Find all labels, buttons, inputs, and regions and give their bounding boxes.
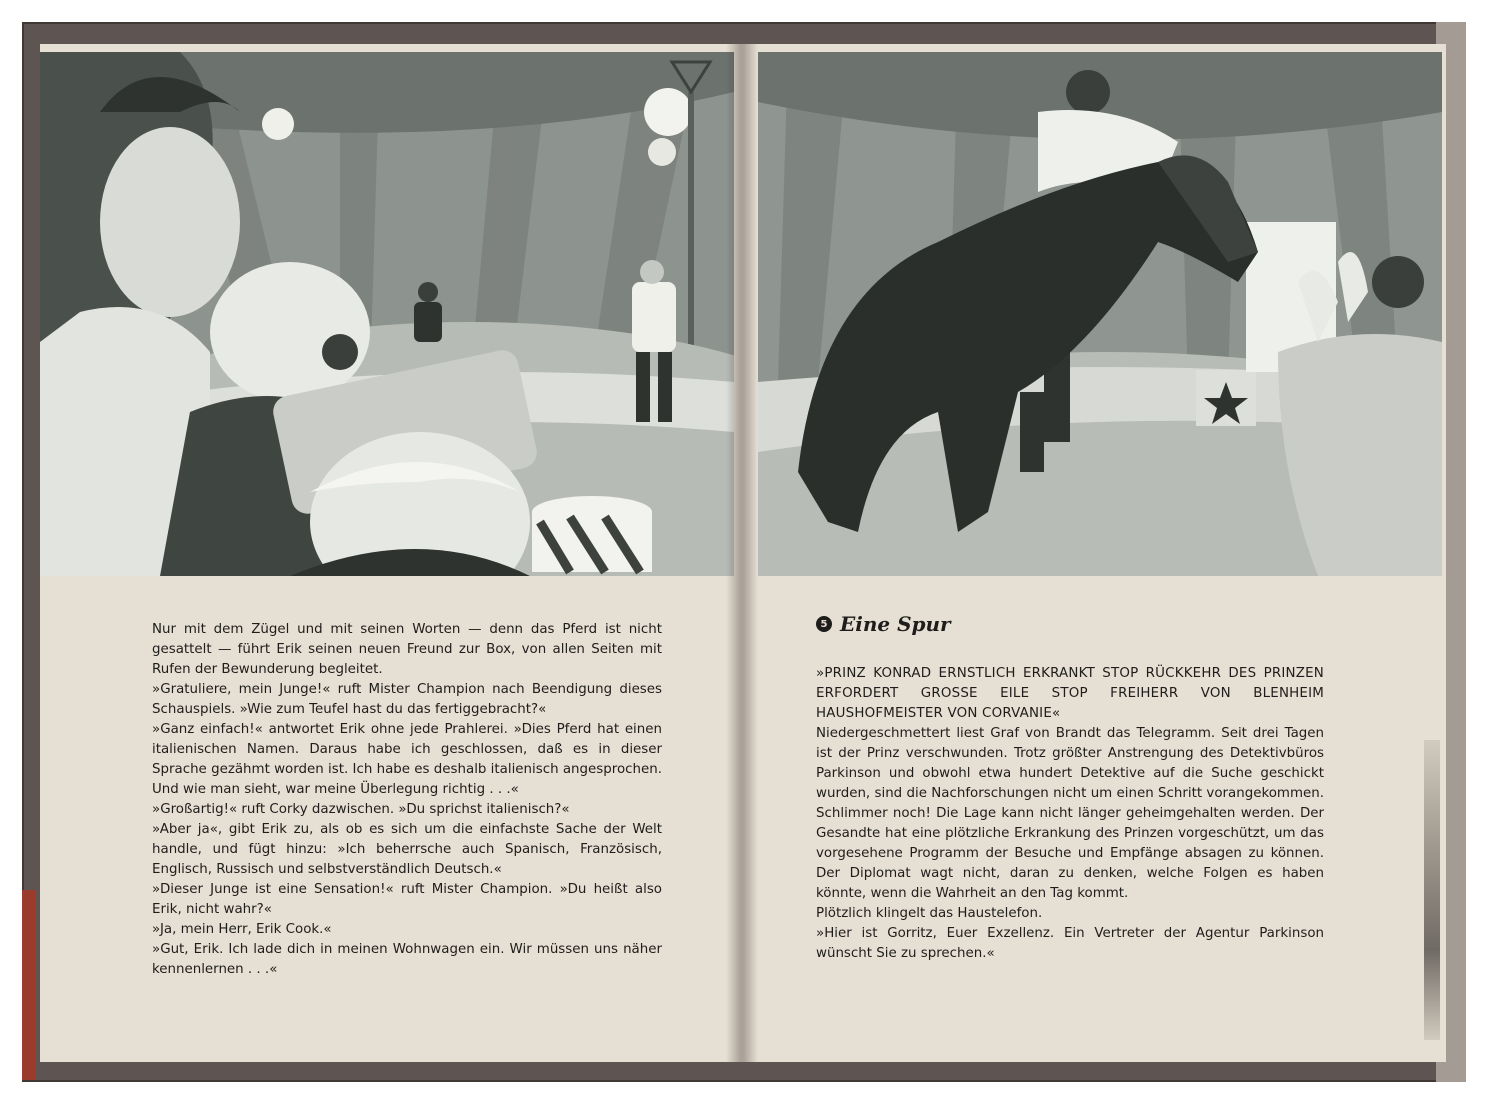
paragraph: Nur mit dem Zügel und mit seinen Worten — denn das Pferd ist nicht gesattelt — führt Erik seinen neuen Freund zur Box, von allen Seiten mit Rufen der Bewunderung begleitet. bbox=[152, 622, 662, 677]
right-page-text bbox=[816, 664, 1324, 964]
paragraph: »Gut, Erik. Ich lade dich in meinen Wohnwagen ein. Wir müssen uns näher kennenlernen . . .« bbox=[152, 942, 662, 977]
illustration-rearing-horse bbox=[758, 52, 1442, 576]
illustration-circus-spectators bbox=[40, 52, 734, 576]
chapter-title: Eine Spur bbox=[840, 612, 951, 636]
paragraph: »Gratuliere, mein Junge!« ruft Mister Champion nach Beendigung dieses Schauspiels. »Wie zum Teufel hast du das fertiggebracht?« bbox=[152, 682, 662, 717]
cover-edge-red bbox=[22, 890, 36, 1080]
book-gutter bbox=[726, 44, 758, 1062]
paragraph: Niedergeschmettert liest Graf von Brandt das Telegramm. Seit drei Tagen ist der Prinz verschwunden. Trotz größter Anstrengung des Detektivbüros Parkinson und obwohl etwa hundert Detektive auf die Suche geschickt wurden, sind die Nachforschungen nicht um einen Schritt vorangekommen. Schlimmer noch! Die Lage kann nicht länger geheimgehalten werden. Der Gesandte hat eine plötzliche Erkrankung des Prinzen vorgeschützt, um das vorgesehene Programm der Besuche und Empfänge absagen zu können. Der Diplomat wagt nicht, daran zu denken, welche Folgen es haben könnte, wenn die Wahrheit an den Tag kommt. bbox=[816, 726, 1324, 901]
paragraph: »Dieser Junge ist eine Sensation!« ruft Mister Champion. »Du heißt also Erik, nicht wahr?« bbox=[152, 882, 662, 917]
paragraph: »Ganz einfach!« antwortet Erik ohne jede Prahlerei. »Dies Pferd hat einen italienischen Namen. Daraus habe ich geschlossen, daß es in dieser Sprache gezähmt worden ist. Ich habe es deshalb italienisch angesprochen. Und wie man sieht, war meine Überlegung richtig . . .« bbox=[152, 722, 662, 797]
paragraph: »Großartig!« ruft Corky dazwischen. »Du sprichst italienisch?« bbox=[152, 802, 570, 817]
telegram-text: »PRINZ KONRAD ERNSTLICH ERKRANKT STOP RÜCKKEHR DES PRINZEN ERFORDERT GROSSE EILE STOP FREIHERR VON BLENHEIM HAUSHOFMEISTER VON CORVANIE« bbox=[816, 666, 1324, 721]
paragraph: »Ja, mein Herr, Erik Cook.« bbox=[152, 922, 332, 937]
paragraph: »Hier ist Gorritz, Euer Exzellenz. Ein Vertreter der Agentur Parkinson wünscht Sie zu sprechen.« bbox=[816, 926, 1324, 961]
paragraph: Plötzlich klingelt das Haustelefon. bbox=[816, 906, 1043, 921]
paragraph: »Aber ja«, gibt Erik zu, als ob es sich um die einfachste Sache der Welt handle, und fügt hinzu: »Ich beherrsche auch Spanisch, Französisch, Englisch, Russisch und selbstverständlich Deutsch.« bbox=[152, 822, 662, 877]
left-page-text bbox=[152, 620, 662, 980]
page-edge-strip bbox=[1424, 740, 1440, 1040]
chapter-number-badge: 5 bbox=[816, 616, 832, 632]
chapter-heading bbox=[816, 612, 951, 636]
